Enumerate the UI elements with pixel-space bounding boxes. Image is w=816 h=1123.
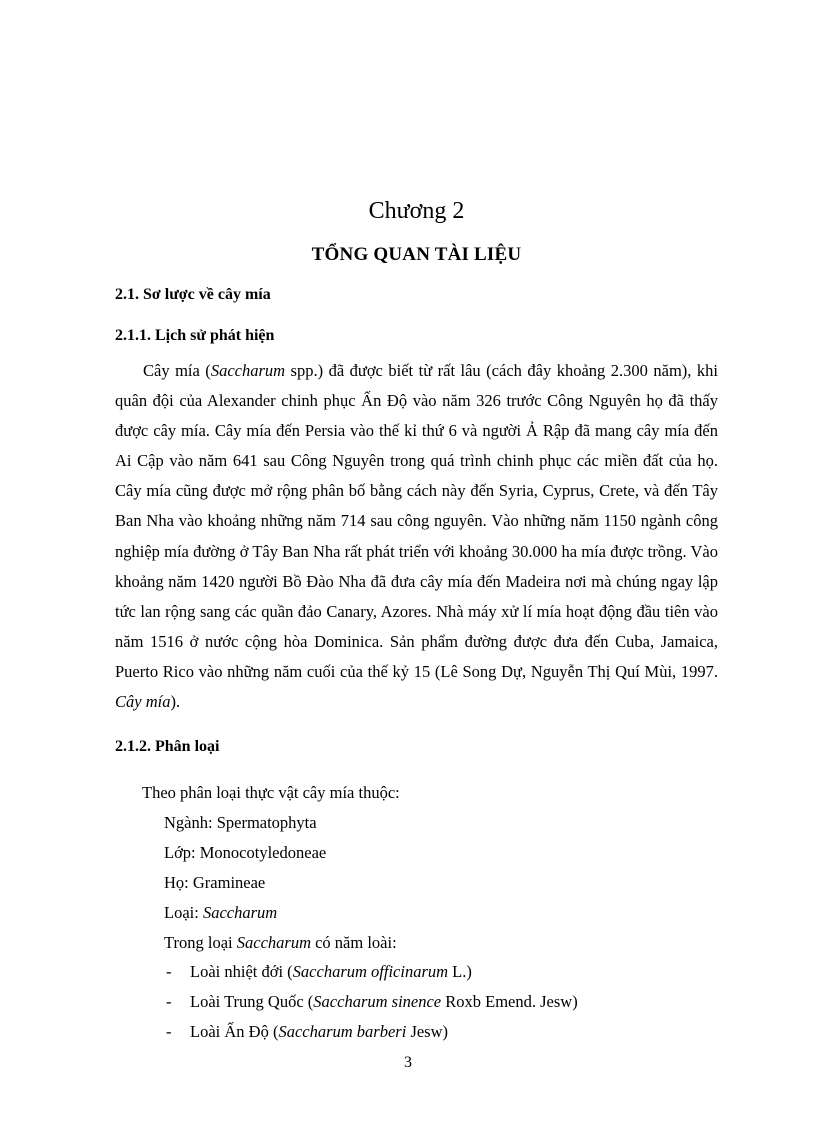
species-prefix: Loài nhiệt đới ( xyxy=(190,962,293,981)
species-intro-a: Trong loại xyxy=(164,933,237,952)
bullet-dash: - xyxy=(166,1022,172,1041)
species-name: Saccharum officinarum xyxy=(292,962,449,981)
chapter-title: TỔNG QUAN TÀI LIỆU xyxy=(311,244,522,265)
book-title-cay-mia: Cây mía xyxy=(115,692,171,712)
chapter-label: Chương 2 xyxy=(368,198,465,224)
history-paragraph xyxy=(115,356,718,717)
species-prefix: Loài Ấn Độ ( xyxy=(190,1022,279,1041)
bullet-dash: - xyxy=(166,962,172,981)
classification-lop: Lớp: Monocotyledoneae xyxy=(164,843,327,862)
loai-prefix: Loại: xyxy=(164,903,203,922)
species-intro-b: có năm loài: xyxy=(310,933,397,952)
species-item xyxy=(190,1022,448,1042)
species-name: Saccharum barberi xyxy=(278,1022,407,1041)
section-heading-2-1-1: 2.1.1. Lịch sử phát hiện xyxy=(115,327,275,344)
species-item xyxy=(190,992,578,1012)
species-prefix: Loài Trung Quốc ( xyxy=(190,992,314,1011)
history-text-start: Cây mía ( xyxy=(143,361,211,380)
history-text-end: ). xyxy=(170,692,181,712)
classification-ho: Họ: Gramineae xyxy=(164,873,266,892)
section-heading-2-1-2: 2.1.2. Phân loại xyxy=(115,738,220,755)
bullet-dash: - xyxy=(166,992,172,1011)
species-name: Saccharum sinence xyxy=(313,992,442,1011)
species-suffix: Jesw) xyxy=(406,1022,449,1041)
loai-genus: Saccharum xyxy=(202,903,278,922)
species-suffix: L.) xyxy=(448,962,472,981)
classification-nganh: Ngành: Spermatophyta xyxy=(164,813,317,832)
history-text-body: spp.) đã được biết từ rất lâu (cách đây khoảng 2.300 năm), khi quân đội của Alexander chinh phục Ấn Độ vào năm 326 trước Công Nguyên họ đã thấy được cây mía. Cây mía đến Persia vào thế kỉ thứ 6 và người Ả Rập đã mang cây mía đến Ai Cập vào năm 641 sau Công Nguyên trong quá trình chinh phục các miền đất của họ. Cây mía cũng được mở rộng phân bố bằng cách này đến Syria, Cyprus, Crete, và đến Tây Ban Nha vào khoảng những năm 714 sau công nguyên. Vào những năm 1150 ngành công nghiệp mía đường ở Tây Ban Nha rất phát triển với khoảng 30.000 ha mía được trồng. Vào khoảng năm 1420 người Bồ Đào Nha đã đưa cây mía đến Madeira nơi mà chúng ngay lập tức lan rộng sang các quần đảo Canary, Azores. Nhà máy xử lí mía hoạt động đầu tiên vào năm 1516 ở nước cộng hòa Dominica. Sản phẩm đường được đưa đến Cuba, Jamaica, Puerto Rico vào những năm cuối của thế kỷ 15 (Lê Song Dự, Nguyễn Thị Quí Mùi, 1997. xyxy=(115,361,718,681)
classification-intro: Theo phân loại thực vật cây mía thuộc: xyxy=(142,783,400,802)
species-item xyxy=(190,962,472,982)
classification-species-intro xyxy=(164,933,397,953)
species-suffix: Roxb Emend. Jesw) xyxy=(441,992,578,1011)
species-name-saccharum: Saccharum xyxy=(210,361,286,380)
section-heading-2-1: 2.1. Sơ lược về cây mía xyxy=(115,286,271,303)
classification-loai xyxy=(164,903,277,923)
page-number: 3 xyxy=(404,1054,412,1071)
species-intro-genus: Saccharum xyxy=(236,933,311,952)
